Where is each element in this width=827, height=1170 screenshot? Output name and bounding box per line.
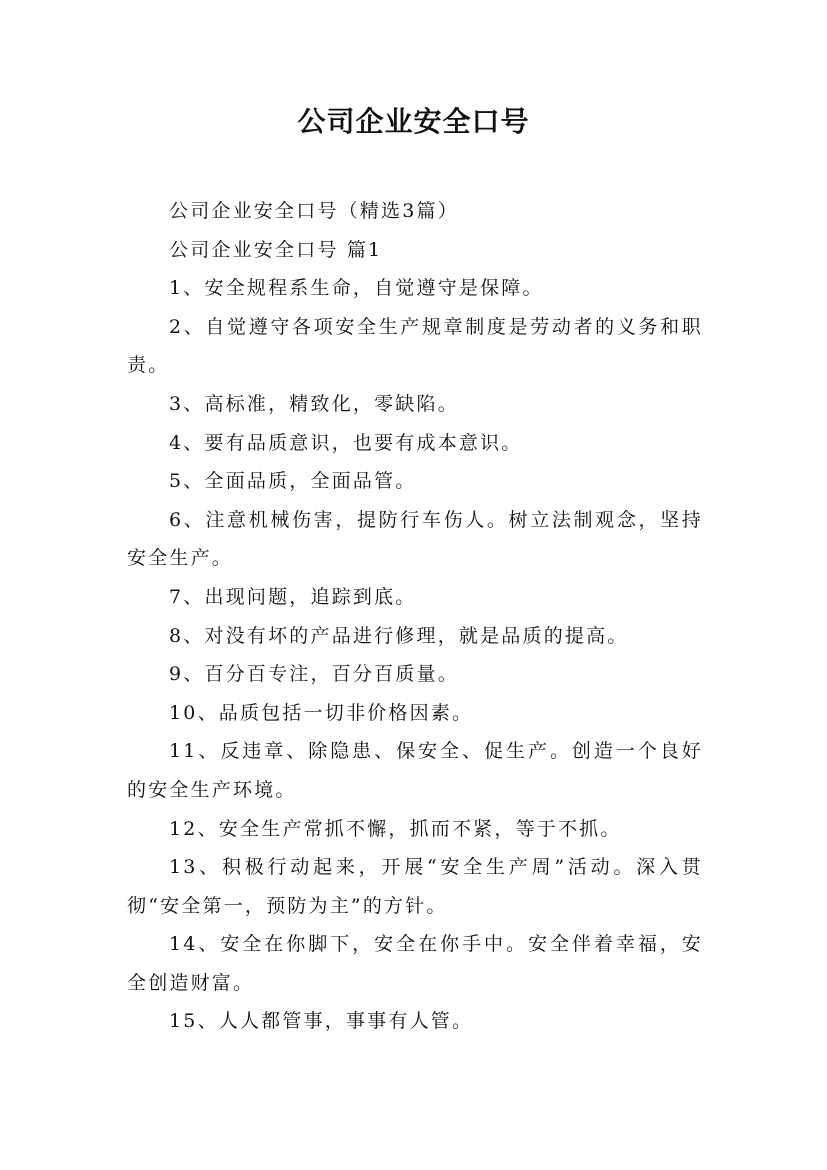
slogan-item-14: 14、安全在你脚下，安全在你手中。安全伴着幸福，安全创造财富。 xyxy=(127,933,703,994)
document-body xyxy=(127,192,703,1041)
slogan-item-15: 15、人人都管事，事事有人管。 xyxy=(169,1010,474,1033)
slogan-item-3: 3、高标准，精致化，零缺陷。 xyxy=(169,392,459,415)
slogan-item-11: 11、反违章、除隐患、保安全、促生产。创造一个良好的安全生产环境。 xyxy=(127,740,703,801)
slogan-item-5: 5、全面品质，全面品管。 xyxy=(169,470,417,493)
document-title: 公司企业安全口号 xyxy=(297,105,530,138)
slogan-item-2: 2、自觉遵守各项安全生产规章制度是劳动者的义务和职责。 xyxy=(127,315,703,377)
slogan-item-9: 9、百分百专注，百分百质量。 xyxy=(169,663,459,686)
slogan-item-1: 1、安全规程系生命，自觉遵守是保障。 xyxy=(169,277,544,300)
slogan-item-6: 6、注意机械伤害，提防行车伤人。树立法制观念，坚持安全生产。 xyxy=(127,508,703,570)
slogan-item-13: 13、积极行动起来，开展“安全生产周”活动。深入贯彻“安全第一，预防为主”的方针。 xyxy=(127,856,703,917)
section-heading: 公司企业安全口号 篇1 xyxy=(169,238,383,261)
subtitle-paragraph: 公司企业安全口号（精选3篇） xyxy=(169,200,459,222)
slogan-item-4: 4、要有品质意识，也要有成本意识。 xyxy=(169,431,523,454)
slogan-item-12: 12、安全生产常抓不懈，抓而不紧，等于不抓。 xyxy=(169,817,622,840)
slogan-item-8: 8、对没有坏的产品进行修理，就是品质的提高。 xyxy=(169,624,629,647)
slogan-item-10: 10、品质包括一切非价格因素。 xyxy=(169,701,474,724)
slogan-item-7: 7、出现问题，追踪到底。 xyxy=(169,585,417,608)
